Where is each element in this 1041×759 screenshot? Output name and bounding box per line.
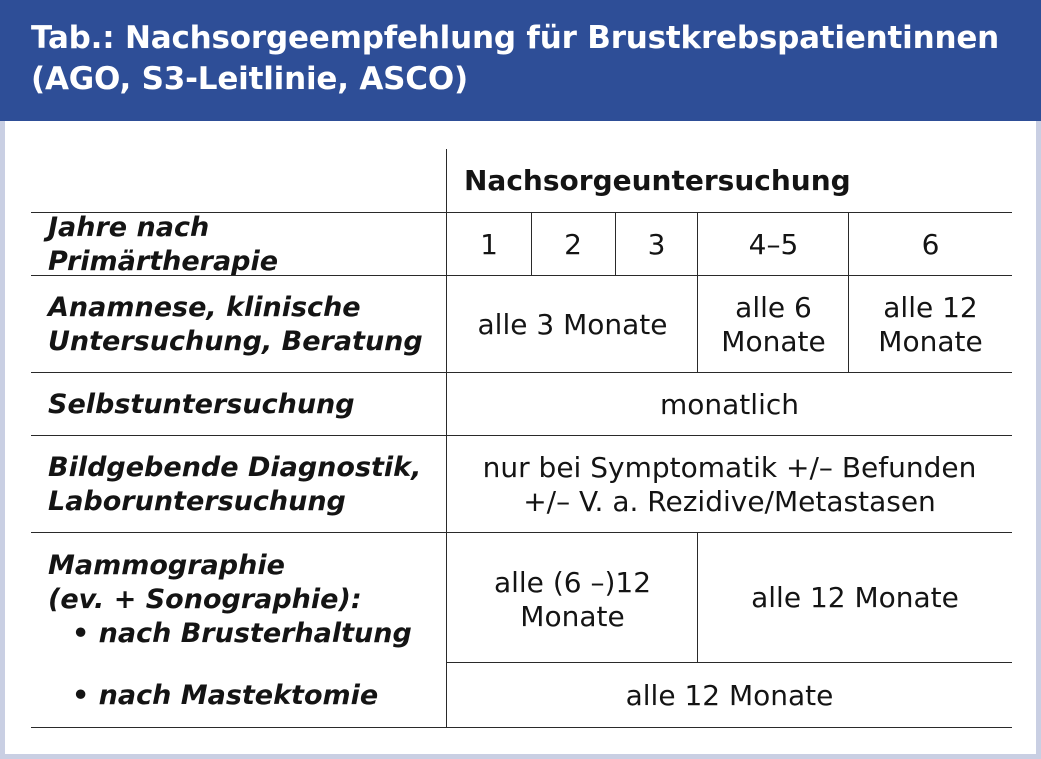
- brusterhaltung-years-1-3: [447, 533, 698, 663]
- rule-line: [31, 212, 1012, 213]
- rule-line: [31, 435, 1012, 436]
- row-label-mastektomie: [31, 663, 447, 728]
- row-label-mastektomie-text: • nach Mastektomie: [72, 679, 379, 711]
- table-title-line1: Tab.: Nachsorgeempfehlung für Brustkrebspatientinnen: [31, 20, 1000, 56]
- table-title-line2: (AGO, S3-Leitlinie, ASCO): [31, 61, 468, 97]
- anamnese-year-6-line2: Monate: [878, 325, 983, 358]
- rule-line: [31, 727, 1012, 728]
- column-group-header: Nachsorgeuntersuchung: [464, 163, 851, 197]
- row-label-mammographie: [31, 533, 447, 663]
- row-label-bildgebend-line1: Bildgebende Diagnostik,: [48, 452, 422, 483]
- row-label-brusterhaltung: • nach Brusterhaltung: [72, 618, 412, 649]
- bildgebend-value-line2: +/– V. a. Rezidive/Metastasen: [523, 485, 936, 518]
- anamnese-years-4-5-line1: alle 6: [735, 291, 812, 324]
- year-cell-6: 6: [921, 227, 940, 261]
- row-label-anamnese-line2: Untersuchung, Beratung: [48, 326, 423, 357]
- anamnese-years-4-5: [698, 276, 849, 373]
- selbstuntersuchung-value: monatlich: [660, 387, 799, 421]
- row-label-mammographie-line1: Mammographie: [48, 550, 285, 581]
- anamnese-year-6: [849, 276, 1012, 373]
- year-cell-2: 2: [564, 227, 582, 261]
- column-divider: [615, 212, 616, 276]
- year-cell-4-5: 4–5: [748, 227, 799, 261]
- row-label-bildgebend-line2: Laboruntersuchung: [48, 486, 346, 517]
- anamnese-year-6-line1: alle 12: [883, 291, 978, 324]
- rule-line: [31, 275, 1012, 276]
- anamnese-years-4-5-line2: Monate: [721, 325, 826, 358]
- year-cell-3: 3: [647, 227, 666, 261]
- column-divider: [446, 149, 447, 728]
- brusterhaltung-years-4-6: alle 12 Monate: [751, 581, 959, 614]
- column-divider: [531, 212, 532, 276]
- rule-line: [447, 662, 1012, 663]
- row-label-anamnese: [31, 276, 447, 373]
- mastektomie-value: alle 12 Monate: [625, 678, 834, 712]
- year-cell-1: 1: [480, 227, 498, 261]
- bildgebend-value-line1: nur bei Symptomatik +/– Befunden: [482, 451, 977, 484]
- column-divider: [697, 532, 698, 663]
- row-label-mammographie-line2: (ev. + Sonographie):: [48, 584, 362, 615]
- table-title-banner: [0, 0, 1041, 121]
- bildgebend-value: [447, 436, 1012, 533]
- anamnese-years-1-3: alle 3 Monate: [477, 307, 668, 341]
- brusterhaltung-years-1-3-line2: Monate: [520, 600, 625, 633]
- row-label-selbstuntersuchung: Selbstuntersuchung: [48, 388, 355, 420]
- rule-line: [31, 372, 1012, 373]
- rule-line: [31, 532, 1012, 533]
- column-divider: [697, 212, 698, 373]
- brusterhaltung-years-1-3-line1: alle (6 –)12: [493, 566, 652, 599]
- row-label-bildgebend: [31, 436, 447, 533]
- column-divider: [848, 212, 849, 373]
- row-label-anamnese-line1: Anamnese, klinische: [48, 292, 361, 323]
- row-label-years: Jahre nach Primärtherapie: [48, 211, 279, 277]
